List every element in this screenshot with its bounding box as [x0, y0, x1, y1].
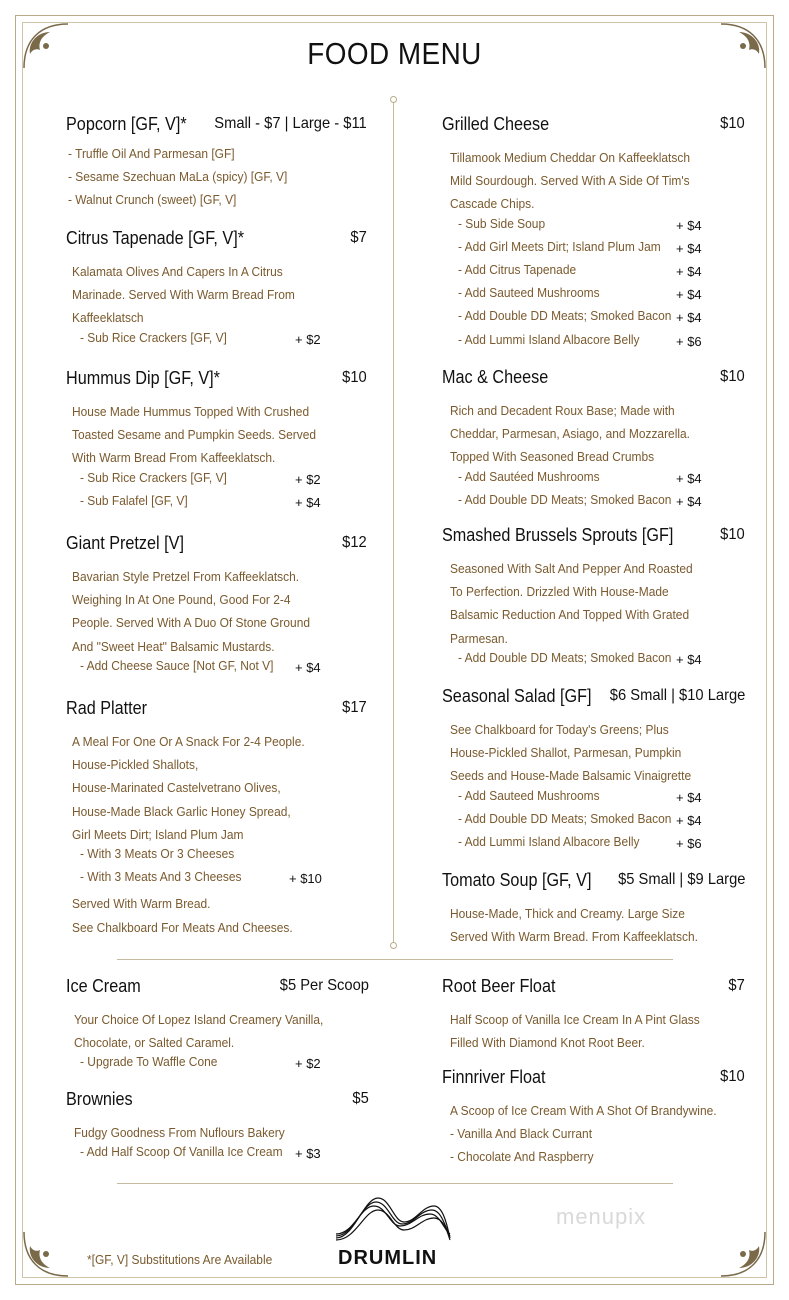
add-on-option: - Add Half Scoop Of Vanilla Ice Cream — [80, 1144, 283, 1160]
menu-item-name: Finnriver Float — [442, 1067, 546, 1087]
menu-item-description: Half Scoop of Vanilla Ice Cream In A Pint Glass — [450, 1012, 700, 1027]
add-on-price: + $4 — [676, 310, 702, 326]
menu-item-description: Kalamata Olives And Capers In A Citrus — [72, 264, 283, 279]
add-on-option: - Sub Side Soup — [458, 215, 546, 231]
add-on-price: + $4 — [676, 493, 702, 509]
menu-item-description: Fudgy Goodness From Nuflours Bakery — [74, 1125, 285, 1140]
add-on-price: + $4 — [676, 240, 702, 256]
menu-item-name: Mac & Cheese — [442, 367, 549, 387]
menu-item-price: $10 — [342, 369, 367, 386]
add-on-price: + $10 — [289, 871, 322, 887]
menu-item-name: Root Beer Float — [442, 976, 556, 996]
menu-item-description: Filled With Diamond Knot Root Beer. — [450, 1035, 645, 1051]
menu-item-description: - Vanilla And Black Currant — [450, 1126, 593, 1142]
menu-item-price: $5 Small | $9 Large — [617, 871, 745, 888]
add-on-option: - Add Sauteed Mushrooms — [458, 285, 600, 301]
menu-item-description: Kaffeeklatsch — [72, 310, 144, 326]
add-on-price: + $4 — [295, 659, 321, 675]
menu-item-description: Rich and Decadent Roux Base; Made with — [450, 403, 675, 418]
menu-item-description: Weighing In At One Pound, Good For 2-4 — [72, 592, 291, 608]
menu-item-description: House-Pickled Shallots, — [72, 757, 199, 773]
page-title: FOOD MENU — [307, 36, 482, 71]
menu-item-price: $17 — [342, 699, 367, 716]
footer-divider — [117, 1183, 673, 1184]
menu-item-description: House Made Hummus Topped With Crushed — [72, 404, 310, 419]
add-on-option: - Add Girl Meets Dirt; Island Plum Jam — [458, 238, 661, 254]
menu-item-price: $7 — [728, 977, 745, 994]
menu-item-description: People. Served With A Duo Of Stone Ground — [72, 615, 311, 631]
menu-item-description: Marinade. Served With Warm Bread From — [72, 287, 295, 303]
menu-item-description: Toasted Sesame and Pumpkin Seeds. Served — [72, 427, 317, 443]
add-on-option: - Truffle Oil And Parmesan [GF] — [68, 146, 235, 161]
menu-item-description: A Scoop of Ice Cream With A Shot Of Brandywine. — [450, 1103, 717, 1118]
section-divider — [117, 959, 673, 960]
add-on-option: - Add Cheese Sauce [Not GF, Not V] — [80, 657, 274, 673]
add-on-option: - Sesame Szechuan MaLa (spicy) [GF, V] — [68, 169, 288, 185]
add-on-option: - Add Lummi Island Albacore Belly — [458, 834, 640, 849]
divider-dot — [390, 96, 397, 103]
menu-item-name: Ice Cream — [66, 976, 141, 996]
menu-item-price: $10 — [720, 1068, 745, 1085]
menu-item-description: House-Marinated Castelvetrano Olives, — [72, 780, 281, 796]
add-on-option: - Sub Rice Crackers [GF, V] — [80, 329, 227, 345]
add-on-price: + $4 — [676, 651, 702, 667]
add-on-price: + $6 — [676, 836, 702, 851]
drumlin-logo-icon — [334, 1196, 452, 1244]
add-on-price: + $3 — [295, 1146, 321, 1162]
menu-item-description: Girl Meets Dirt; Island Plum Jam — [72, 826, 244, 842]
menu-item-price: $5 — [352, 1090, 369, 1107]
menu-item-description: See Chalkboard for Today's Greens; Plus — [450, 722, 669, 737]
add-on-price: + $2 — [295, 471, 321, 487]
menu-item-description: Served With Warm Bread. From Kaffeeklatsch. — [450, 929, 698, 945]
watermark: menupix — [556, 1204, 647, 1229]
add-on-price: + $4 — [295, 494, 321, 510]
add-on-option: - Add Double DD Meats; Smoked Bacon — [458, 810, 672, 826]
menu-item-description: Balsamic Reduction And Topped With Grated — [450, 607, 690, 623]
add-on-option: - With 3 Meats Or 3 Cheeses — [80, 846, 235, 861]
menu-item-name: Hummus Dip [GF, V]* — [66, 368, 220, 388]
add-on-option: - Sub Falafel [GF, V] — [80, 492, 188, 508]
menu-item-description: Cascade Chips. — [450, 196, 535, 212]
menu-item-price: Small - $7 | Large - $11 — [214, 115, 367, 132]
add-on-price: + $2 — [295, 331, 321, 347]
menu-item-description: Tillamook Medium Cheddar On Kaffeeklatsch — [450, 150, 690, 165]
menu-item-description: - Chocolate And Raspberry — [450, 1149, 594, 1165]
menu-item-name: Smashed Brussels Sprouts [GF] — [442, 525, 674, 545]
menu-item-price: $10 — [720, 368, 745, 385]
add-on-option: - Add Double DD Meats; Smoked Bacon — [458, 649, 672, 665]
menu-item-description: To Perfection. Drizzled With House-Made — [450, 584, 669, 600]
corner-flourish-icon — [717, 1228, 769, 1280]
add-on-price: + $4 — [676, 264, 702, 279]
add-on-price: + $4 — [676, 470, 702, 486]
menu-item-description: Chocolate, or Salted Caramel. — [74, 1035, 235, 1051]
add-on-option: - Upgrade To Waffle Cone — [80, 1054, 218, 1070]
menu-item-description: Served With Warm Bread. — [72, 896, 211, 912]
menu-item-name: Tomato Soup [GF, V] — [442, 870, 592, 890]
add-on-option: - Add Sautéed Mushrooms — [458, 468, 600, 484]
menu-item-description: A Meal For One Or A Snack For 2-4 People. — [72, 734, 305, 749]
menu-item-description: House-Made, Thick and Creamy. Large Size — [450, 906, 685, 921]
add-on-price: + $4 — [676, 812, 702, 828]
menu-item-description: Topped With Seasoned Bread Crumbs — [450, 449, 655, 465]
menu-item-price: $5 Per Scoop — [279, 977, 369, 994]
menu-item-name: Citrus Tapenade [GF, V]* — [66, 228, 245, 248]
menu-item-description: Your Choice Of Lopez Island Creamery Vanilla, — [74, 1012, 324, 1027]
column-divider — [393, 100, 394, 946]
menu-item-price: $6 Small | $10 Large — [609, 687, 745, 704]
add-on-option: - Add Citrus Tapenade — [458, 262, 577, 277]
menu-item-description: House-Made Black Garlic Honey Spread, — [72, 803, 291, 819]
menu-item-name: Giant Pretzel [V] — [66, 533, 184, 553]
menu-item-description: Parmesan. — [450, 630, 508, 646]
add-on-price: + $6 — [676, 333, 702, 349]
menu-item-description: With Warm Bread From Kaffeeklatsch. — [72, 450, 276, 466]
menu-item-price: $10 — [720, 526, 745, 543]
substitution-note: *[GF, V] Substitutions Are Available — [87, 1252, 273, 1267]
add-on-option: - With 3 Meats And 3 Cheeses — [80, 869, 242, 885]
menu-item-name: Rad Platter — [66, 698, 148, 718]
menu-item-name: Grilled Cheese — [442, 114, 550, 134]
add-on-price: + $2 — [295, 1056, 321, 1072]
corner-flourish-icon — [20, 1228, 72, 1280]
divider-dot — [390, 942, 397, 949]
add-on-price: + $4 — [676, 217, 702, 233]
menu-item-name: Brownies — [66, 1089, 133, 1109]
menu-item-name: Seasonal Salad [GF] — [442, 686, 592, 706]
add-on-price: + $4 — [676, 789, 702, 805]
menu-item-description: See Chalkboard For Meats And Cheeses. — [72, 919, 293, 935]
menu-item-description: Seasoned With Salt And Pepper And Roasted — [450, 561, 693, 576]
menu-item-price: $10 — [720, 115, 745, 132]
brand-name: DRUMLIN — [338, 1247, 438, 1269]
menu-item-description: Cheddar, Parmesan, Asiago, and Mozzarella. — [450, 426, 691, 442]
menu-item-description: Seeds and House-Made Balsamic Vinaigrette — [450, 768, 692, 784]
menu-item-price: $7 — [350, 229, 367, 246]
add-on-option: - Add Double DD Meats; Smoked Bacon — [458, 308, 672, 324]
menu-item-name: Popcorn [GF, V]* — [66, 114, 187, 134]
add-on-option: - Add Sauteed Mushrooms — [458, 787, 600, 803]
menu-item-description: And "Sweet Heat" Balsamic Mustards. — [72, 638, 275, 654]
add-on-price: + $4 — [676, 287, 702, 303]
add-on-option: - Walnut Crunch (sweet) [GF, V] — [68, 192, 237, 208]
add-on-option: - Add Lummi Island Albacore Belly — [458, 331, 640, 347]
menu-item-price: $12 — [342, 534, 367, 551]
menu-item-description: Bavarian Style Pretzel From Kaffeeklatsch. — [72, 569, 300, 584]
add-on-option: - Sub Rice Crackers [GF, V] — [80, 469, 227, 485]
add-on-option: - Add Double DD Meats; Smoked Bacon — [458, 491, 672, 507]
menu-item-description: House-Pickled Shallot, Parmesan, Pumpkin — [450, 745, 682, 761]
menu-item-description: Mild Sourdough. Served With A Side Of Tim's — [450, 173, 690, 189]
